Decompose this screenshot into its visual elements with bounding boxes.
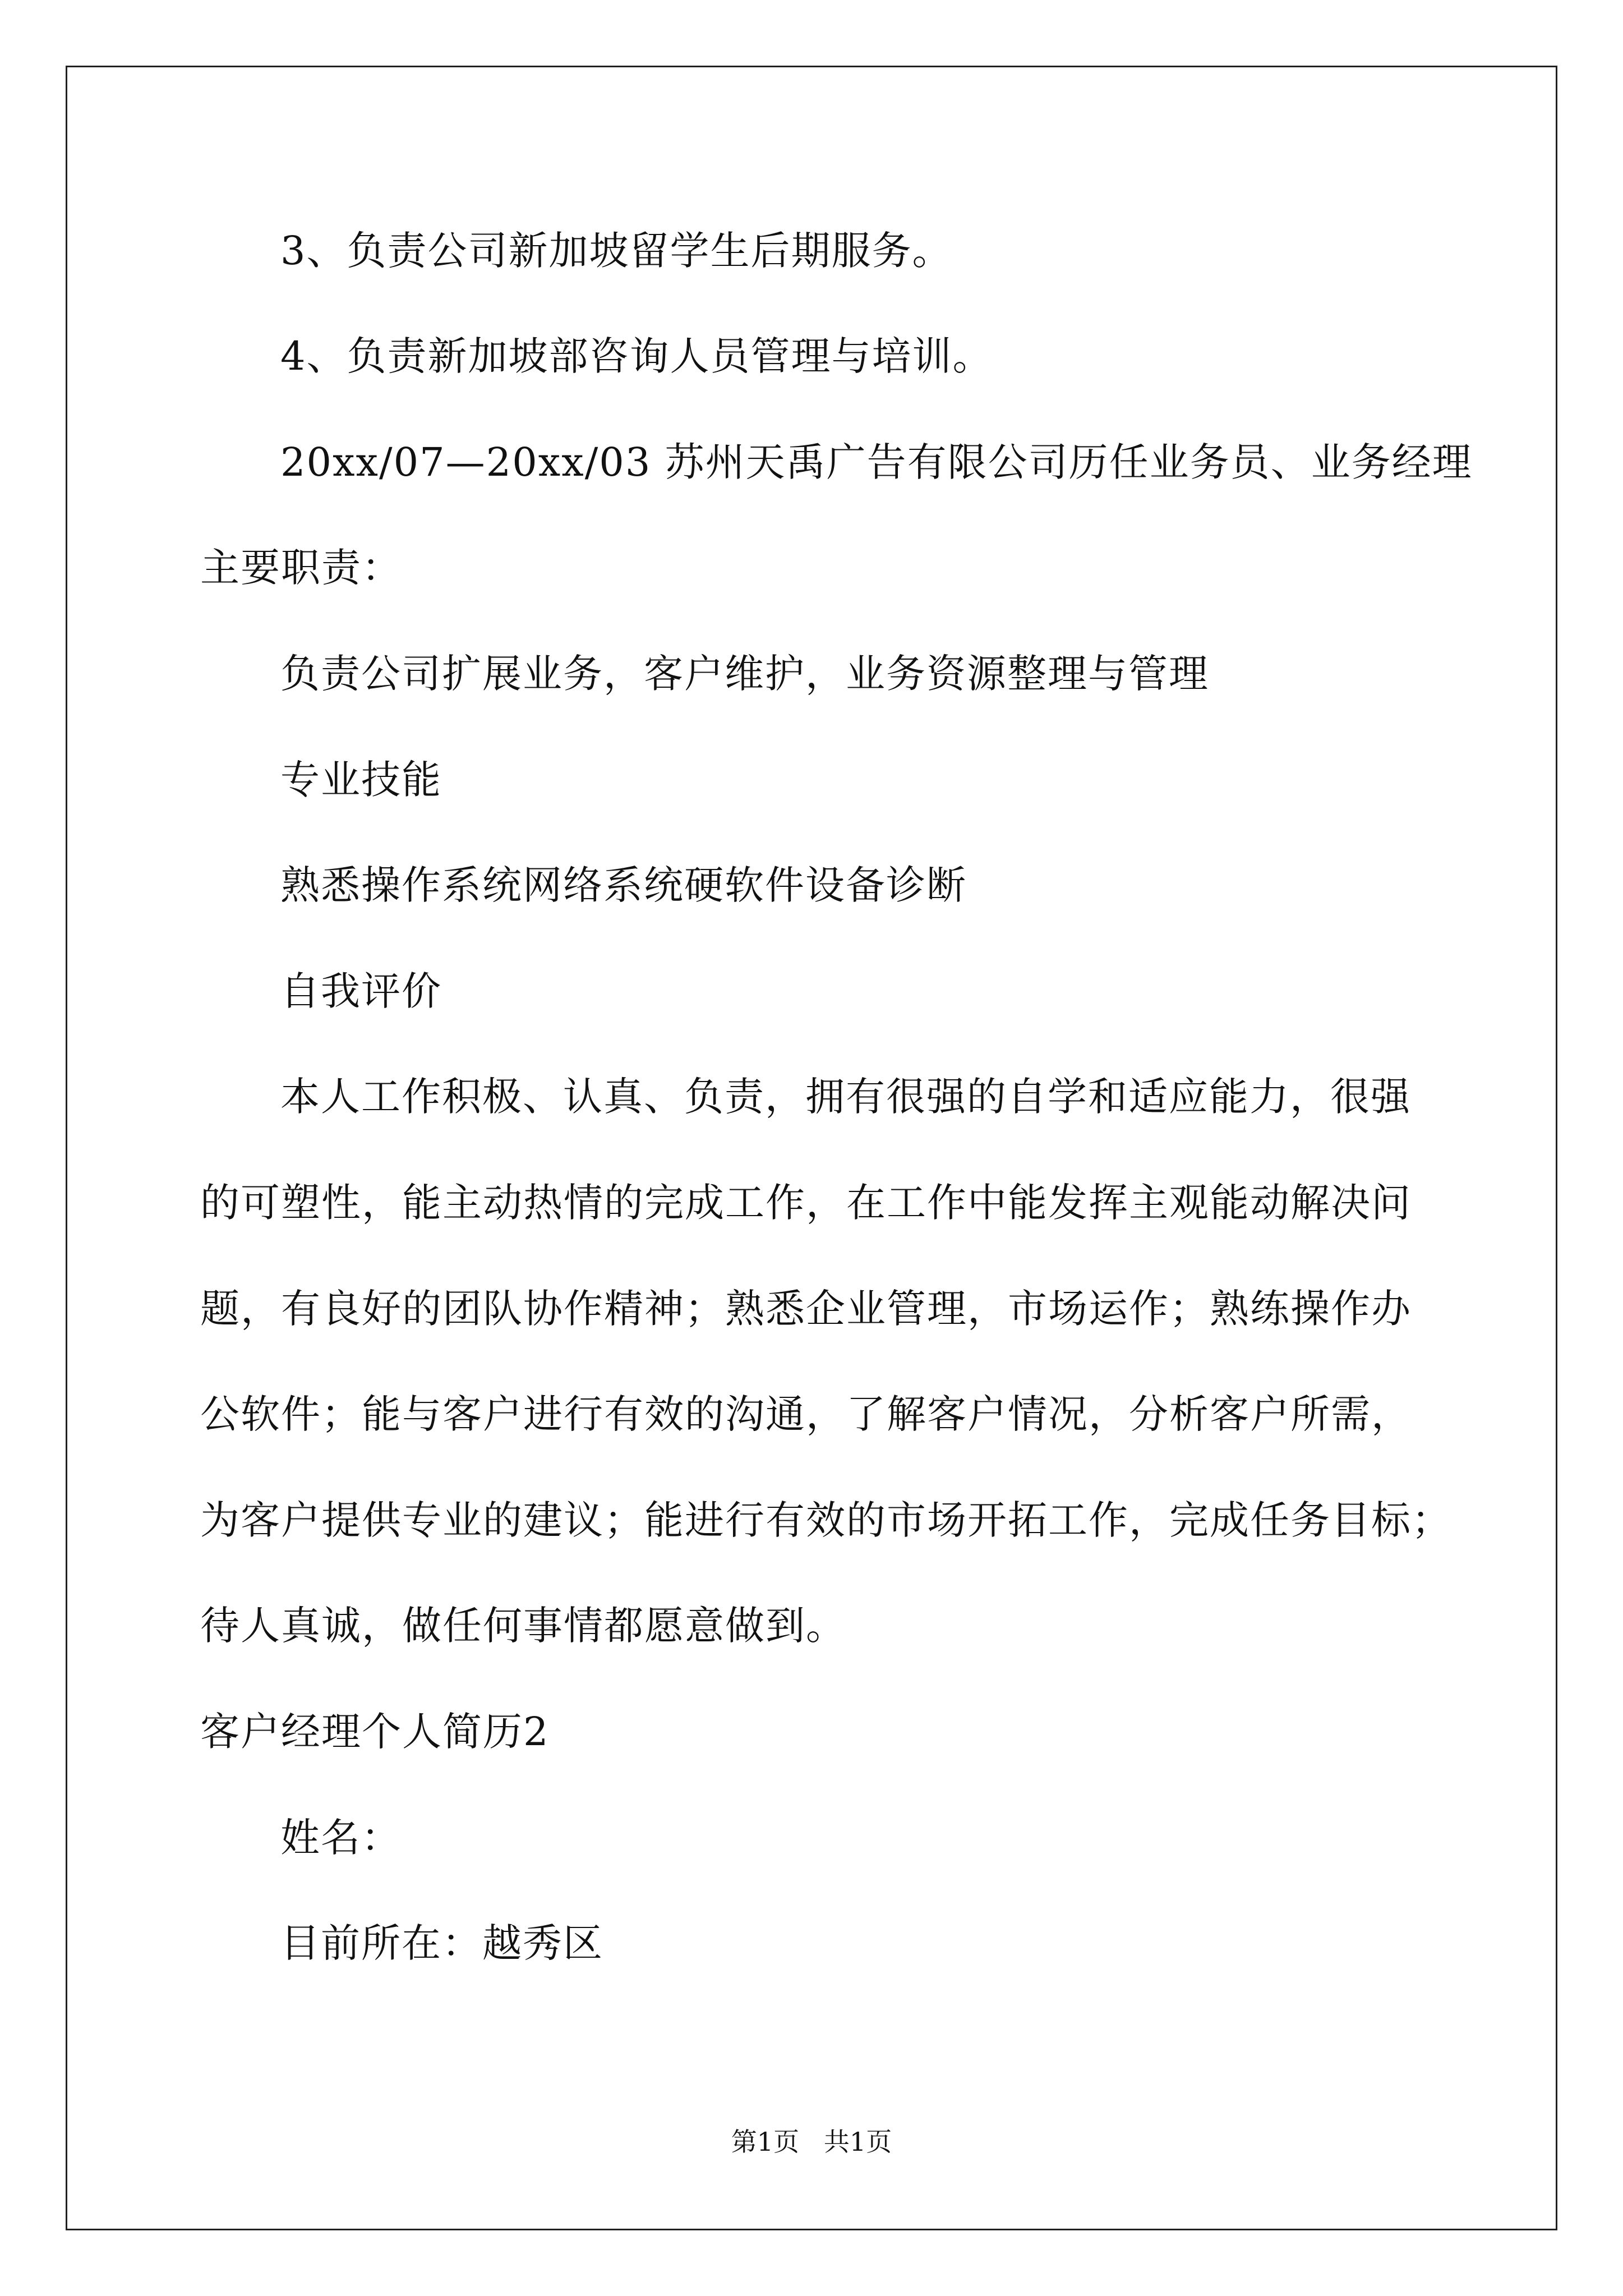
self-evaluation-line-6: 待人真诚，做任何事情都愿意做到。 [200,1603,846,1649]
current-location: 目前所在：越秀区 [280,1920,603,1966]
self-evaluation-line-4: 公软件；能与客户进行有效的沟通，了解客户情况，分析客户所需， [200,1391,1412,1437]
work-history-entry: 20xx/07—20xx/03 苏州天禹广告有限公司历任业务员、业务经理 [280,439,1473,485]
duty-item-3: 3、负责公司新加坡留学生后期服务。 [280,228,953,274]
self-evaluation-line-1: 本人工作积极、认真、负责，拥有很强的自学和适应能力，很强 [280,1074,1411,1120]
self-evaluation-line-5: 为客户提供专业的建议；能进行有效的市场开拓工作，完成任务目标； [200,1497,1452,1543]
duty-item-4: 4、负责新加坡部咨询人员管理与培训。 [280,333,993,379]
resume-2-title: 客户经理个人简历2 [200,1709,550,1755]
skills-text: 熟悉操作系统网络系统硬软件设备诊断 [280,862,967,908]
skills-heading: 专业技能 [280,757,442,803]
self-evaluation-heading: 自我评价 [280,968,442,1014]
name-label: 姓名： [280,1815,402,1861]
self-evaluation-line-2: 的可塑性，能主动热情的完成工作，在工作中能发挥主观能动解决问 [200,1180,1412,1226]
main-duties-label: 主要职责： [200,545,402,591]
page-border [66,66,1557,2230]
self-evaluation-line-3: 题，有良好的团队协作精神；熟悉企业管理，市场运作；熟练操作办 [200,1286,1412,1332]
page-footer: 第1页 共1页 [731,2127,892,2157]
main-duties-text: 负责公司扩展业务，客户维护，业务资源整理与管理 [280,651,1209,697]
